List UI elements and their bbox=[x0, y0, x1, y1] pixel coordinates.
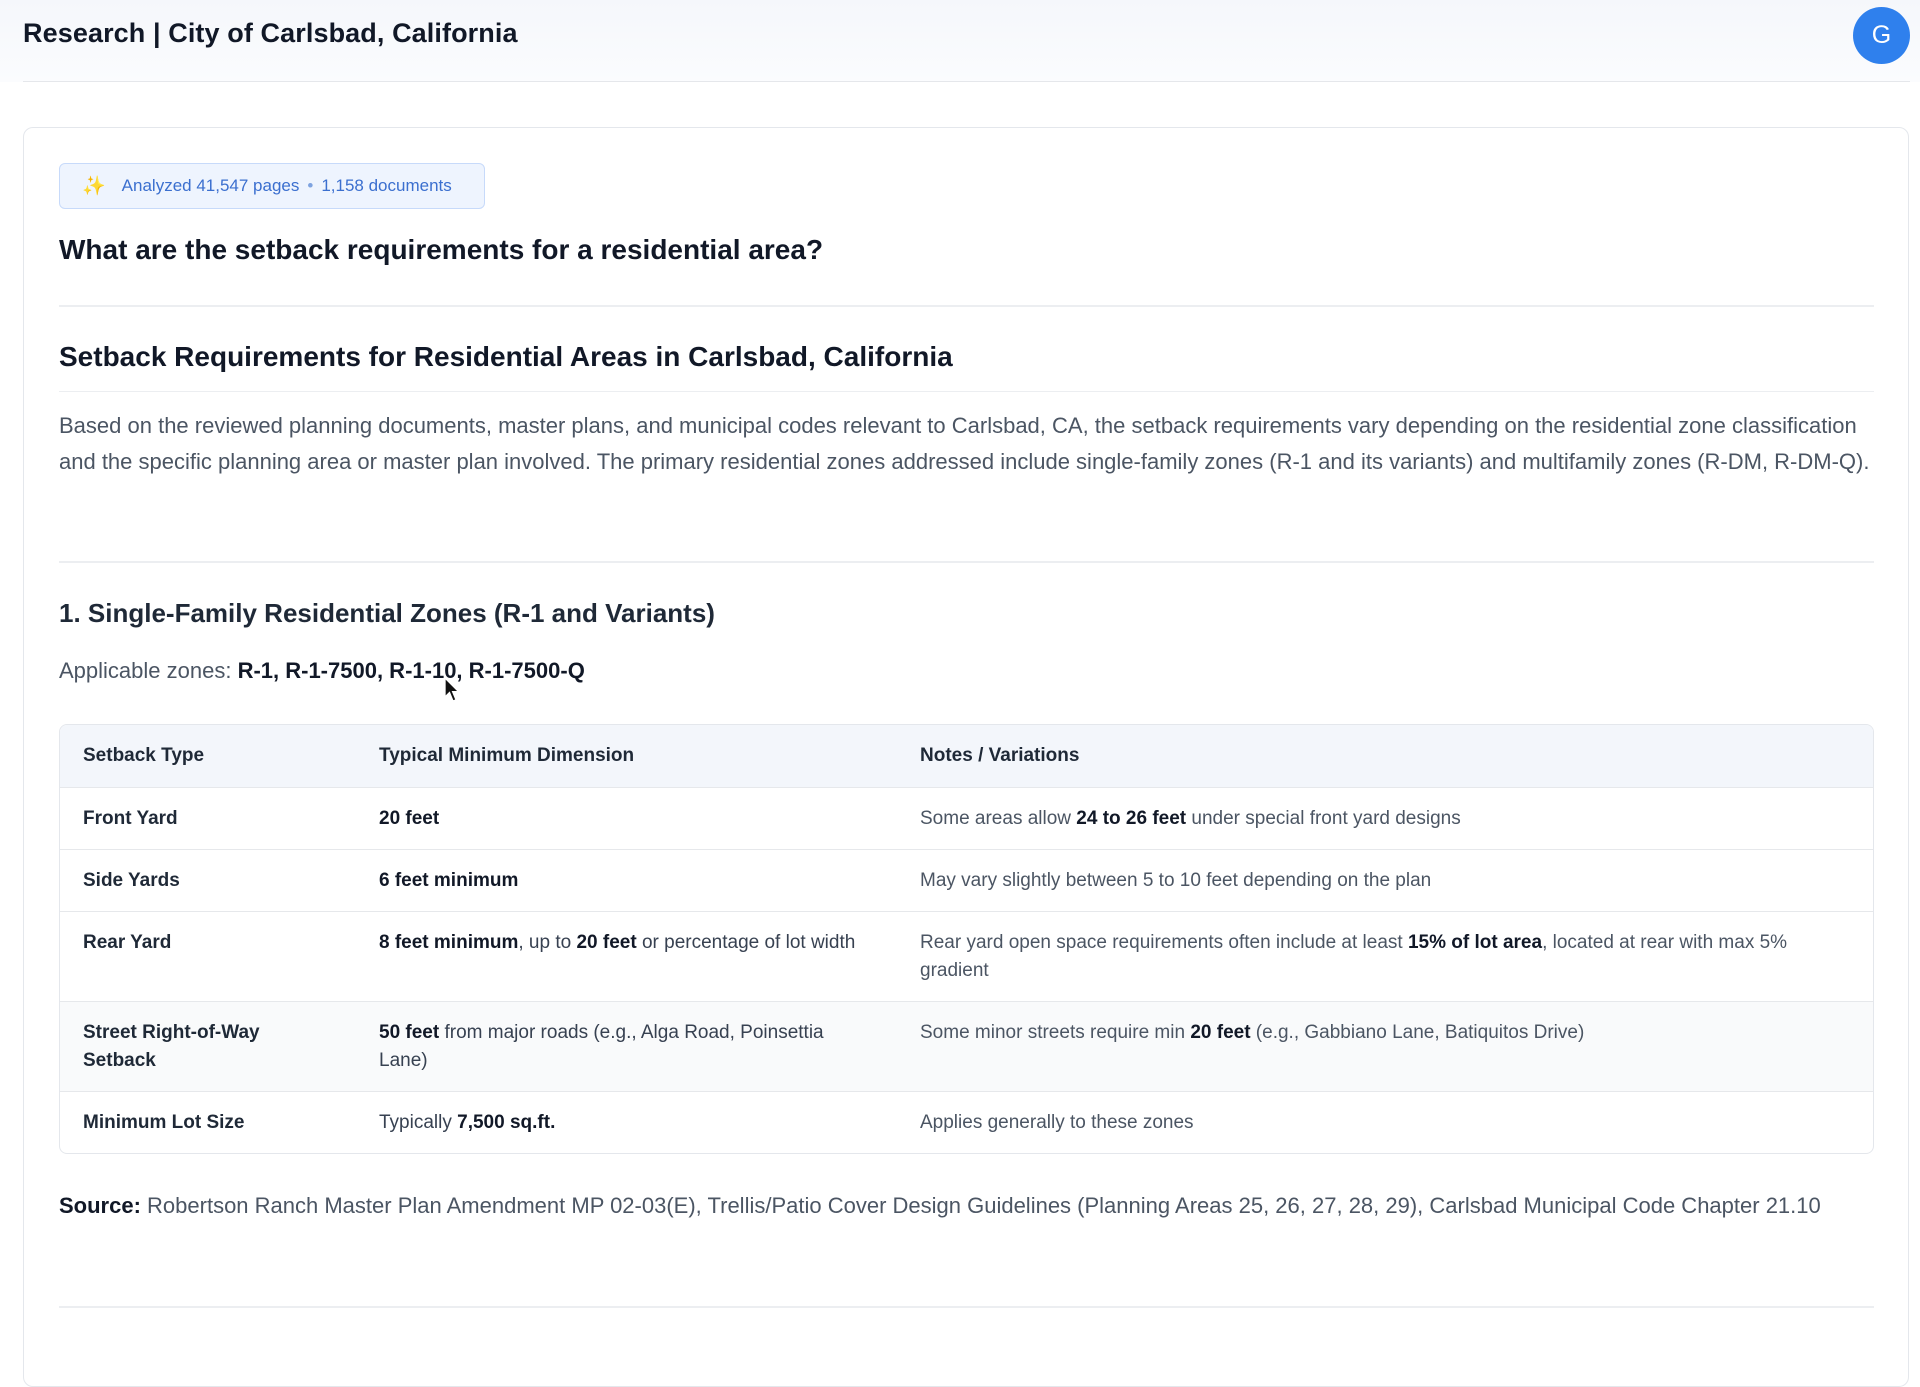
question-text: What are the setback requirements for a residential area? bbox=[59, 234, 824, 265]
applicable-zones bbox=[59, 658, 585, 684]
text-segment: Applies generally to these zones bbox=[920, 1112, 1194, 1133]
table-row bbox=[60, 1091, 1873, 1153]
table-row bbox=[60, 787, 1873, 849]
pages-count: Analyzed 41,547 pages bbox=[121, 176, 300, 195]
text-segment: 8 feet minimum bbox=[379, 932, 519, 953]
setback-type-cell: Minimum Lot Size bbox=[83, 1112, 245, 1133]
header-divider bbox=[23, 81, 1910, 82]
answer-card bbox=[23, 127, 1909, 1387]
top-bar bbox=[0, 0, 1920, 82]
text-segment: , located at rear with max 5% gradient bbox=[920, 932, 1788, 981]
documents-count: 1,158 documents bbox=[321, 176, 452, 195]
analysis-badge bbox=[59, 163, 485, 209]
column-header: Typical Minimum Dimension bbox=[379, 745, 635, 766]
dimension-cell bbox=[357, 805, 898, 833]
notes-cell bbox=[898, 1109, 1873, 1137]
notes-cell bbox=[898, 1019, 1873, 1047]
divider bbox=[59, 391, 1874, 392]
answer-heading: Setback Requirements for Residential Areas in Carlsbad, California bbox=[59, 341, 953, 372]
text-segment: 20 feet bbox=[1190, 1022, 1251, 1043]
notes-cell bbox=[898, 929, 1873, 985]
text-segment: 50 feet bbox=[379, 1022, 440, 1043]
text-segment: 7,500 sq.ft. bbox=[457, 1112, 556, 1133]
setback-table bbox=[59, 724, 1874, 1154]
dimension-cell bbox=[357, 867, 898, 895]
answer-intro: Based on the reviewed planning documents, master plans, and municipal codes relevant to Carlsbad, CA, the setback requirements vary depending on the residential zone classification and the specific planning area or master plan involved. The primary residential zones addressed include single-family zones (R-1 and its variants) and multifamily zones (R-DM, R-DM-Q). bbox=[59, 413, 1870, 474]
source-label: Source: bbox=[59, 1193, 141, 1218]
notes-cell bbox=[898, 805, 1873, 833]
text-segment: , up to bbox=[518, 932, 577, 953]
divider bbox=[59, 305, 1874, 307]
sparkles-icon: ✨ bbox=[82, 176, 106, 197]
page-title: Research | City of Carlsbad, California bbox=[23, 18, 518, 48]
divider bbox=[59, 561, 1874, 563]
setback-type-cell: Side Yards bbox=[83, 870, 180, 891]
text-segment: 6 feet minimum bbox=[379, 870, 519, 891]
notes-cell bbox=[898, 867, 1873, 895]
text-segment: under special front yard designs bbox=[1186, 808, 1461, 829]
text-segment: 20 feet bbox=[576, 932, 637, 953]
divider bbox=[59, 1306, 1874, 1308]
text-segment: 24 to 26 feet bbox=[1076, 808, 1187, 829]
text-segment: Typically bbox=[379, 1112, 458, 1133]
table-header-row bbox=[60, 725, 1873, 787]
dimension-cell bbox=[357, 1109, 898, 1137]
column-header: Notes / Variations bbox=[920, 745, 1080, 766]
mouse-cursor-icon bbox=[444, 677, 460, 703]
setback-type-cell: Street Right-of-Way Setback bbox=[83, 1022, 260, 1071]
setback-type-cell: Front Yard bbox=[83, 808, 178, 829]
setback-type-cell: Rear Yard bbox=[83, 932, 172, 953]
column-header: Setback Type bbox=[83, 745, 205, 766]
text-segment: May vary slightly between 5 to 10 feet depending on the plan bbox=[920, 870, 1432, 891]
text-segment: or percentage of lot width bbox=[636, 932, 856, 953]
user-avatar[interactable]: G bbox=[1853, 7, 1910, 64]
dimension-cell bbox=[357, 1019, 898, 1075]
text-segment: Rear yard open space requirements often include at least bbox=[920, 932, 1408, 953]
text-segment: 15% of lot area bbox=[1407, 932, 1543, 953]
text-segment: 20 feet bbox=[379, 808, 440, 829]
table-row bbox=[60, 849, 1873, 911]
table-row bbox=[60, 911, 1873, 1001]
badge-separator: • bbox=[307, 176, 314, 195]
table-row bbox=[60, 1001, 1873, 1091]
source-text: Robertson Ranch Master Plan Amendment MP 02-03(E), Trellis/Patio Cover Design Guidelines (Planning Areas 25, 26, 27, 28, 29), Carlsbad Municipal Code Chapter 21.10 bbox=[140, 1193, 1821, 1218]
text-segment: from major roads (e.g., Alga Road, Poinsettia Lane) bbox=[379, 1022, 824, 1071]
text-segment: Some areas allow bbox=[920, 808, 1077, 829]
zones-value: R-1, R-1-7500, R-1-10, R-1-7500-Q bbox=[237, 658, 585, 683]
section-heading: 1. Single-Family Residential Zones (R-1 and Variants) bbox=[59, 598, 715, 628]
source-citation bbox=[59, 1188, 1874, 1224]
text-segment: (e.g., Gabbiano Lane, Batiquitos Drive) bbox=[1250, 1022, 1585, 1043]
text-segment: Some minor streets require min bbox=[920, 1022, 1191, 1043]
zones-label: Applicable zones: bbox=[59, 658, 238, 683]
dimension-cell bbox=[357, 929, 898, 957]
